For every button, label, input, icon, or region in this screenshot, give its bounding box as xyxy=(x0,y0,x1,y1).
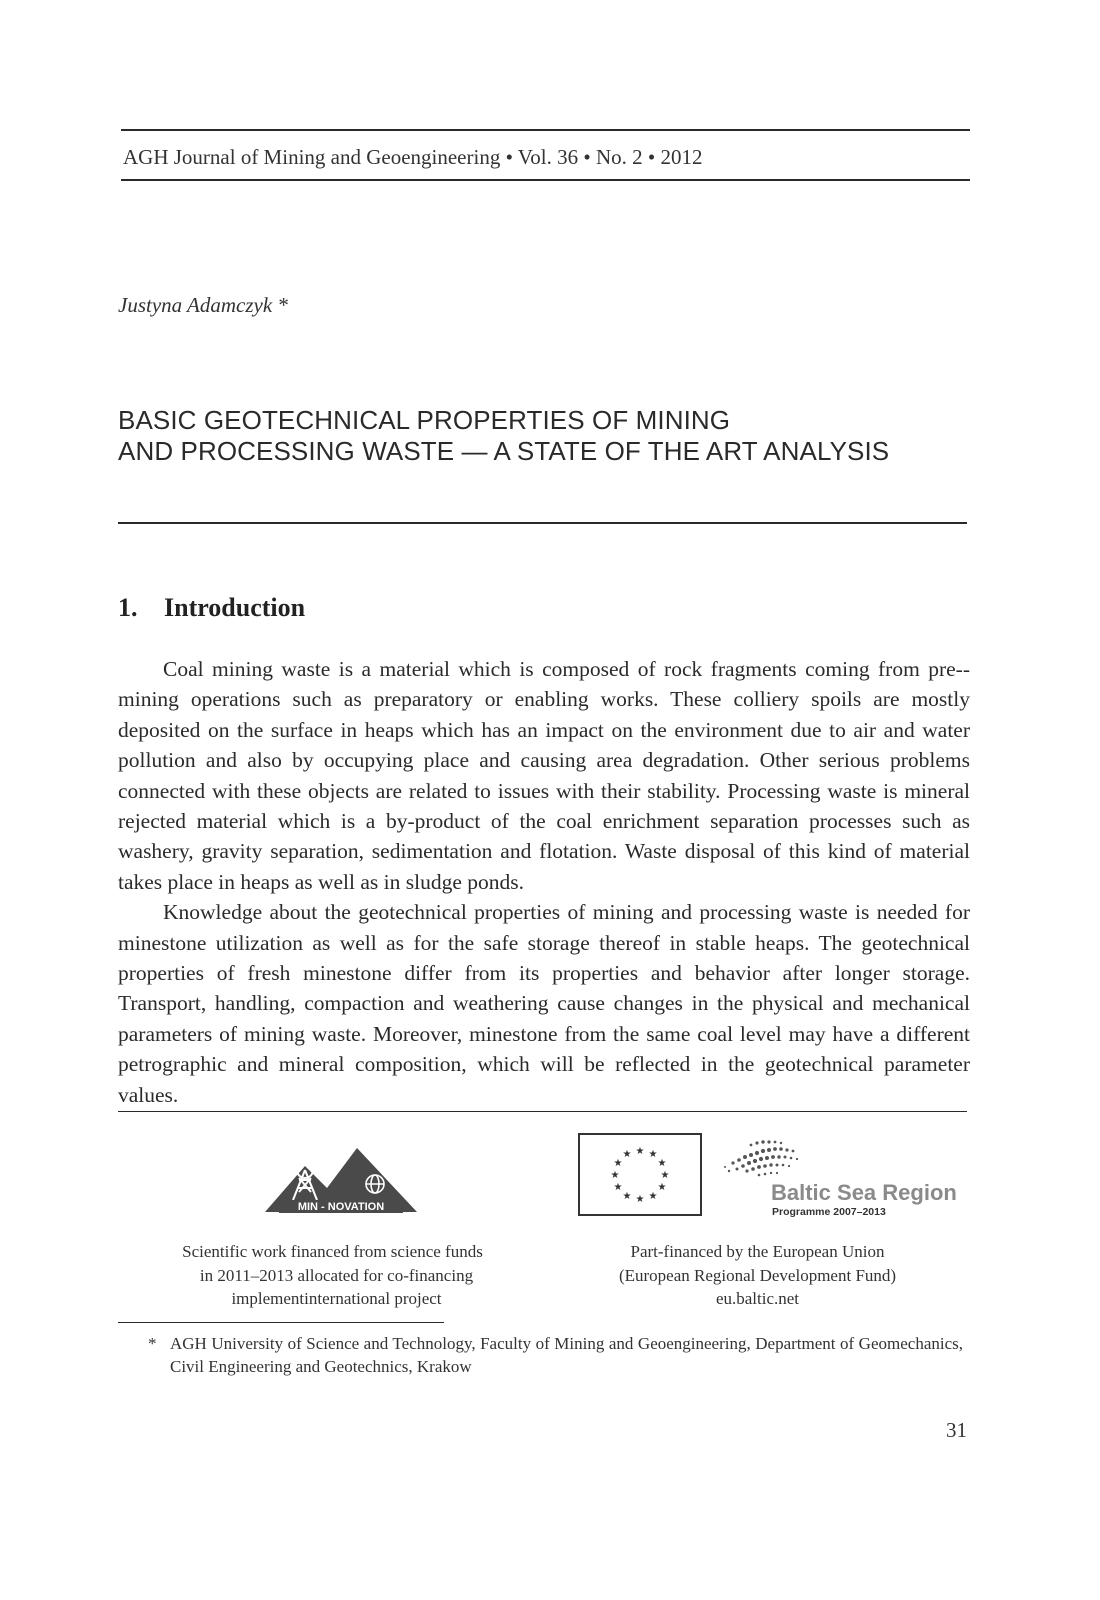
svg-text:★: ★ xyxy=(660,1170,670,1181)
caption-line: Scientific work financed from science funds xyxy=(182,1242,483,1261)
caption-line: in 2011–2013 allocated for co-financing xyxy=(199,1265,474,1285)
funding-logos xyxy=(118,1125,970,1225)
footnote xyxy=(148,1332,963,1378)
footnote-mark: * xyxy=(148,1334,157,1353)
svg-text:★: ★ xyxy=(610,1170,620,1181)
funding-caption-left xyxy=(160,1240,505,1311)
header-bottom-rule xyxy=(121,179,970,181)
paper-title xyxy=(118,405,998,467)
body-text xyxy=(118,654,970,1110)
baltic-subtitle: Programme 2007–2013 xyxy=(772,1206,886,1218)
eu-flag-logo xyxy=(578,1133,702,1216)
funding-caption-right xyxy=(590,1240,925,1311)
page-number: 31 xyxy=(946,1418,967,1442)
svg-text:★: ★ xyxy=(657,1182,667,1193)
caption-line: Part-financed by the European Union xyxy=(630,1242,885,1261)
header-top-rule xyxy=(121,129,970,131)
baltic-dots-icon xyxy=(721,1133,831,1185)
svg-text:★: ★ xyxy=(648,1149,658,1160)
svg-text:★: ★ xyxy=(635,1146,645,1157)
author-name: Justyna Adamczyk * xyxy=(118,293,288,317)
caption-line: implementinternational project xyxy=(231,1289,442,1308)
logos-top-rule xyxy=(118,1111,967,1112)
footnote-rule xyxy=(118,1322,444,1323)
section-heading xyxy=(118,593,305,623)
title-line-2: AND PROCESSING WASTE — A STATE OF THE ART ANALYSIS xyxy=(118,436,890,466)
section-title: Introduction xyxy=(164,593,306,622)
baltic-title: Baltic Sea Region xyxy=(771,1180,957,1205)
svg-text:★: ★ xyxy=(622,1191,632,1202)
min-novation-logo xyxy=(265,1144,417,1216)
svg-text:★: ★ xyxy=(622,1149,632,1160)
section-number: 1. xyxy=(118,593,138,622)
title-line-1: BASIC GEOTECHNICAL PROPERTIES OF MINING xyxy=(118,405,731,435)
eu-stars-icon xyxy=(580,1135,700,1214)
svg-text:★: ★ xyxy=(613,1158,623,1169)
journal-header: AGH Journal of Mining and Geoengineering • Vol. 36 • No. 2 • 2012 xyxy=(123,145,703,169)
svg-text:★: ★ xyxy=(613,1182,623,1193)
footnote-text: AGH University of Science and Technology, Faculty of Mining and Geoengineering, Department of Geomechanics, Civil Engineering and Geotechnics, Krakow xyxy=(170,1334,963,1376)
caption-link[interactable]: eu.baltic.net xyxy=(715,1289,800,1308)
paragraph: Knowledge about the geotechnical properties of mining and processing waste is needed for minestone utilization as well as for the safe storage thereof in stable heaps. The geotechnical properties of fresh minestone differ from its properties and behavior after longer storage. Transport, handling, compaction and weathering cause changes in the physical and mechanical parameters of mining waste. Moreover, minestone from the same coal level may have a different petrographic and mineral composition, which will be reflected in the geotechnical parameter values. xyxy=(118,900,970,1107)
paragraph: Coal mining waste is a material which is composed of rock fragments coming from pre--mining operations such as preparatory or enabling works. These colliery spoils are mostly deposited on the surface in heaps which has an impact on the environment due to air and water pollution and also by occupying place and causing area degradation. Other serious problems connected with these objects are related to issues with their stability. Processing waste is mineral rejected material which is a by-product of the coal enrichment separation processes such as washery, gravity separation, sedimentation and flotation. Waste disposal of this kind of material takes place in heaps as well as in sludge ponds. xyxy=(118,657,970,894)
title-rule xyxy=(118,522,967,524)
caption-line: (European Regional Development Fund) xyxy=(618,1265,897,1285)
svg-text:★: ★ xyxy=(648,1191,658,1202)
baltic-sea-region-logo xyxy=(721,1133,957,1223)
svg-text:★: ★ xyxy=(657,1158,667,1169)
svg-text:★: ★ xyxy=(635,1194,645,1205)
min-novation-text: MIN - NOVATION xyxy=(297,1201,385,1213)
